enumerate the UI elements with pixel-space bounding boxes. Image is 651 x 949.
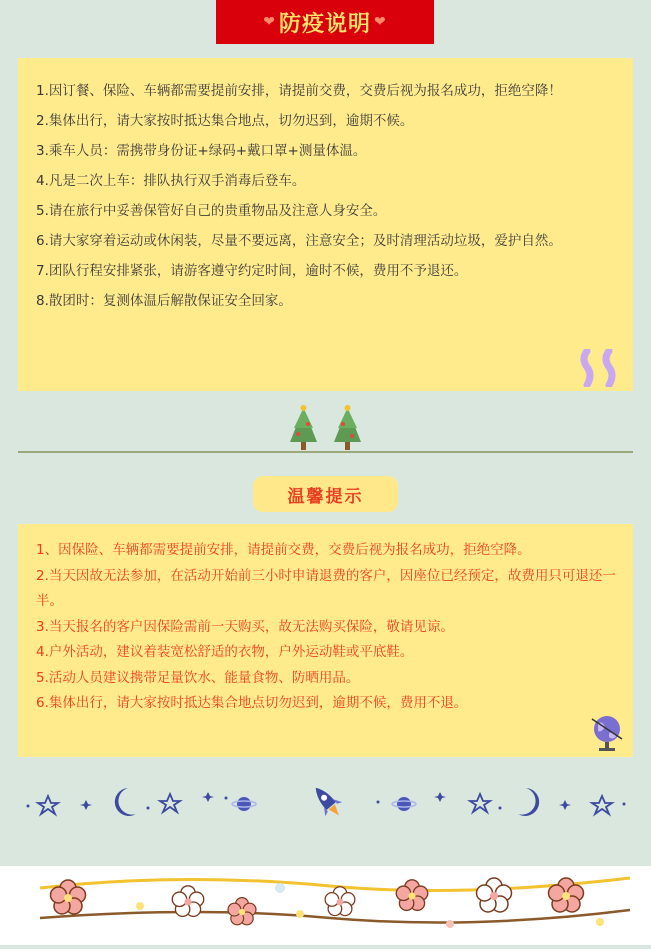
tip-item: 5.活动人员建议携带足量饮水、能量食物、防晒用品。 bbox=[36, 669, 360, 686]
christmas-tree-icon bbox=[284, 404, 366, 452]
notice-item: 7.团队行程安排紧张，请游客遵守约定时间，逾时不候，费用不予退还。 bbox=[36, 263, 468, 279]
notice-item: 3.乘车人员：需携带身份证+绿码+戴口罩+测量体温。 bbox=[36, 143, 367, 159]
flower-icon bbox=[0, 866, 651, 945]
tip-item: 1、因保险、车辆都需要提前安排，请提前交费，交费后视为报名成功，拒绝空降。 bbox=[36, 542, 531, 558]
heart-icon: ❤ bbox=[263, 14, 276, 30]
tip-item: 2.当天因故无法参加，在活动开始前三小时申请退费的客户，因座位已经预定，故费用只可退还一半。 bbox=[36, 567, 616, 609]
notice-item: 1.因订餐、保险、车辆都需要提前安排，请提前交费，交费后视为报名成功，拒绝空降！ bbox=[36, 83, 562, 99]
heart-icon: ❤ bbox=[374, 14, 387, 30]
notice-item: 2.集体出行，请大家按时抵达集合地点，切勿迟到，逾期不候。 bbox=[36, 113, 414, 129]
tip-item: 3.当天报名的客户因保险需前一天购买，故无法购买保险，敬请见谅。 bbox=[36, 618, 454, 635]
notice-item: 5.请在旅行中妥善保管好自己的贵重物品及注意人身安全。 bbox=[36, 203, 387, 219]
notice-item: 8.散团时：复测体温后解散保证安全回家。 bbox=[36, 293, 292, 309]
rocket-icon bbox=[307, 781, 347, 823]
notice-item: 6.请大家穿着运动或休闲装，尽量不要远离，注意安全；及时清理活动垃圾，爱护自然。 bbox=[36, 233, 562, 249]
footer-floral-band bbox=[0, 866, 651, 945]
globe-icon bbox=[589, 713, 625, 753]
page-title: 防疫说明 bbox=[278, 11, 371, 37]
tips-card bbox=[18, 524, 633, 757]
notice-item: 4.凡是二次上车：排队执行双手消毒后登车。 bbox=[36, 173, 306, 189]
wave-icon bbox=[577, 349, 623, 387]
notice-card bbox=[18, 58, 633, 391]
divider bbox=[18, 451, 633, 453]
title-banner bbox=[216, 0, 434, 44]
tips-title bbox=[253, 476, 398, 512]
tip-item: 6.集体出行，请大家按时抵达集合地点切勿迟到，逾期不候，费用不退。 bbox=[36, 695, 468, 711]
tips-title-label: 温馨提示 bbox=[287, 486, 364, 507]
tip-item: 4.户外活动，建议着装宽松舒适的衣物，户外运动鞋或平底鞋。 bbox=[36, 644, 414, 660]
space-decoration-strip bbox=[0, 778, 651, 838]
